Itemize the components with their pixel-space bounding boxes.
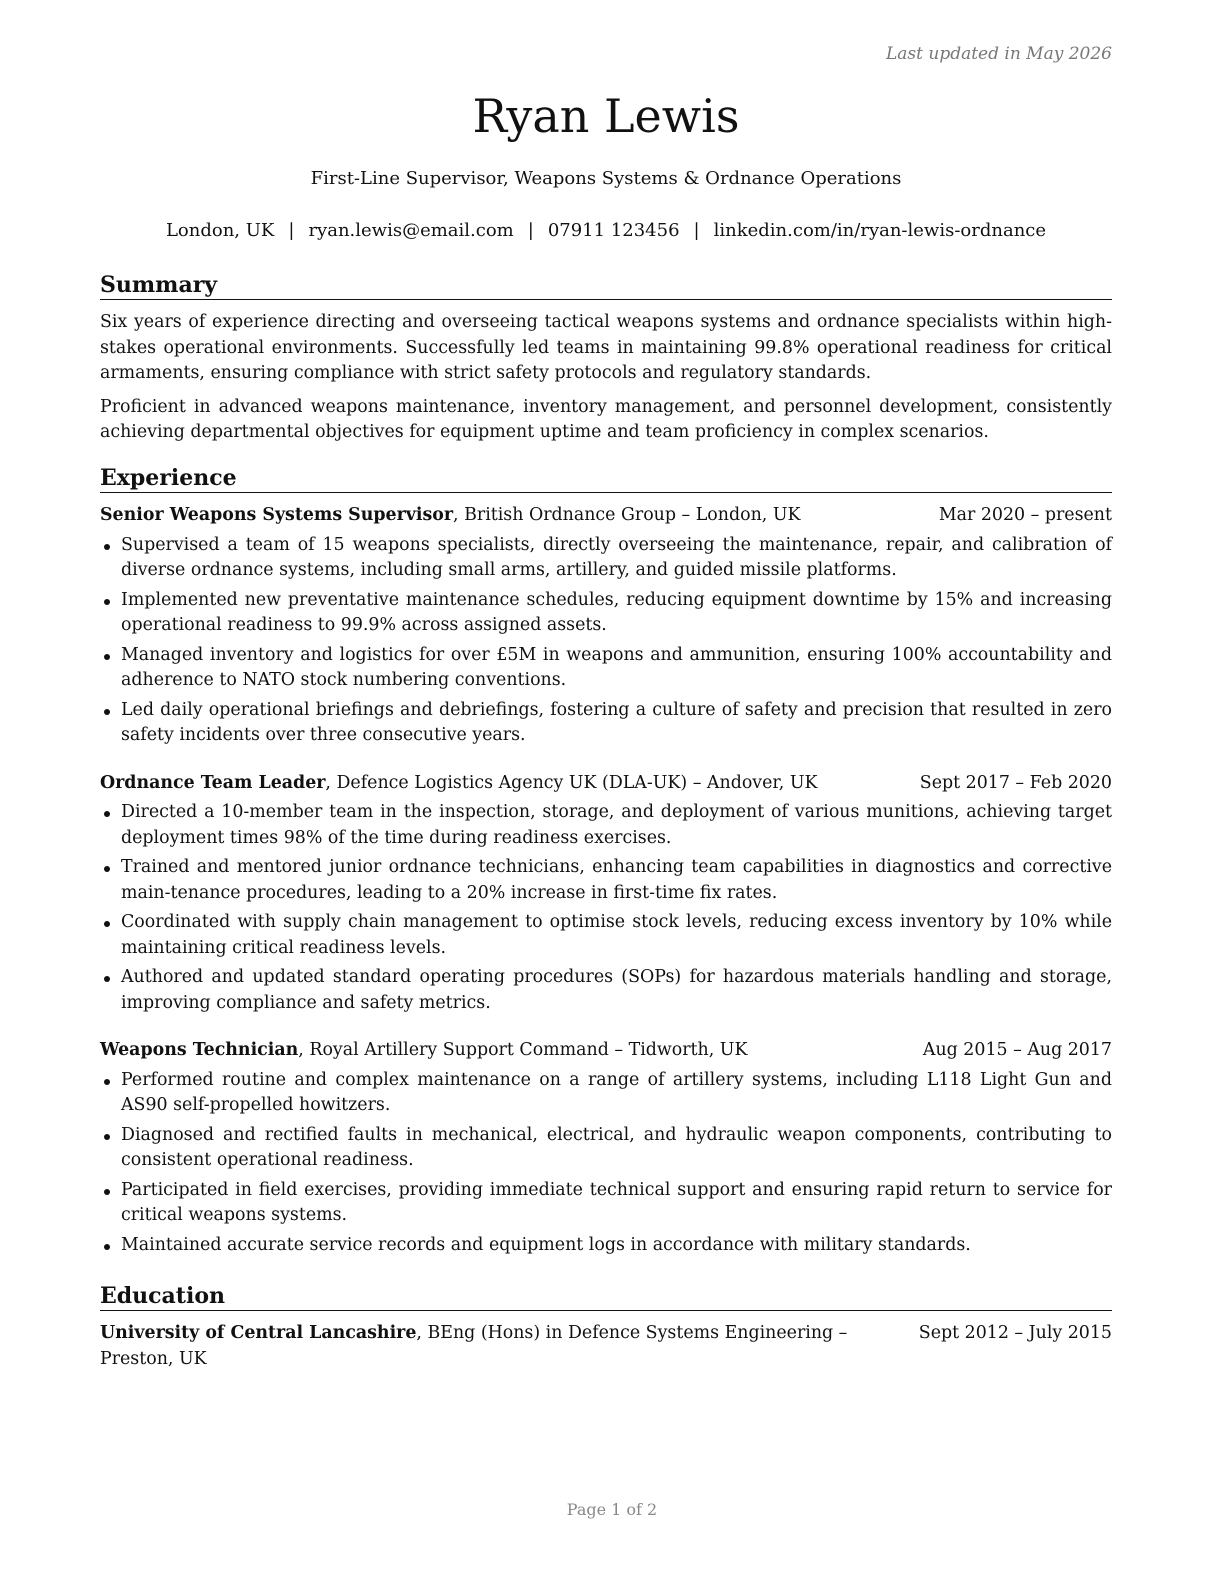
job-entry — [100, 503, 1112, 749]
contact-separator: | — [693, 220, 700, 241]
job-bullet: Coordinated with supply chain management to optimise stock levels, reducing excess inventory by 10% while maintaining critical readiness levels. — [100, 910, 1112, 961]
job-header — [100, 771, 1112, 797]
bullet-icon — [104, 921, 110, 927]
job-bullet: Participated in field exercises, providing immediate technical support and ensuring rapid return to service for critical weapons systems. — [100, 1178, 1112, 1229]
bullet-icon — [104, 1244, 110, 1250]
job-dates: Sept 2017 – Feb 2020 — [919, 772, 1112, 793]
bullet-icon — [104, 544, 110, 550]
contact-phone: 07911 123456 — [547, 220, 680, 241]
candidate-name: Ryan Lewis — [472, 89, 740, 143]
education-degree: , BEng (Hons) in Defence Systems Engineering – Preston, UK — [100, 1323, 848, 1369]
contact-line — [100, 218, 1112, 244]
headline: First-Line Supervisor, Weapons Systems & Ordnance Operations — [310, 168, 902, 189]
contact-email[interactable]: ryan.lewis@email.com — [308, 220, 514, 241]
job-header — [100, 503, 1112, 529]
job-bullet: Managed inventory and logistics for over £5M in weapons and ammunition, ensuring 100% accountability and adherence to NATO stock numbering conventions. — [100, 643, 1112, 694]
job-header — [100, 1038, 1112, 1064]
job-dates: Mar 2020 – present — [938, 505, 1112, 525]
bullet-icon — [104, 599, 110, 605]
bullet-icon — [104, 976, 110, 982]
job-bullets — [100, 800, 1112, 1016]
job-title: Weapons Technician — [100, 1040, 299, 1060]
page-number: Page 1 of 2 — [566, 1500, 658, 1519]
job-organization: , Royal Artillery Support Command – Tidworth, UK — [298, 1040, 748, 1060]
job-bullet: Maintained accurate service records and equipment logs in accordance with military standards. — [100, 1233, 1112, 1259]
job-bullet: Directed a 10-member team in the inspection, storage, and deployment of various munitions, achieving target deployment times 98% of the time during readiness exercises. — [100, 800, 1112, 851]
job-bullet: Authored and updated standard operating procedures (SOPs) for hazardous materials handling and storage, improving compliance and safety metrics. — [100, 965, 1112, 1016]
job-dates: Aug 2015 – Aug 2017 — [922, 1040, 1112, 1060]
summary-paragraph: Six years of experience directing and overseeing tactical weapons systems and ordnance specialists within high-stakes operational environments. Successfully led teams in maintaining 99.8% operational readiness for critical armaments, ensuring compliance with strict safety protocols and regulatory standards. — [100, 312, 1112, 383]
bullet-icon — [104, 1189, 110, 1195]
contact-separator: | — [288, 220, 295, 241]
bullet-icon — [104, 1134, 110, 1140]
job-bullet: Implemented new preventative maintenance schedules, reducing equipment downtime by 15% and increasing operational readiness to 99.9% across assigned assets. — [100, 588, 1112, 639]
job-title: Senior Weapons Systems Supervisor — [100, 505, 454, 525]
job-bullets — [100, 1068, 1112, 1259]
bullet-icon — [104, 654, 110, 660]
last-updated: Last updated in May 2026 — [885, 44, 1112, 64]
education-school: University of Central Lancashire — [100, 1323, 417, 1343]
education-section — [100, 1282, 1112, 1372]
job-bullet: Led daily operational briefings and debriefings, fostering a culture of safety and precision that resulted in zero safety incidents over three consecutive years. — [100, 698, 1112, 749]
summary-paragraph: Proficient in advanced weapons maintenance, inventory management, and personnel development, consistently achieving departmental objectives for equipment uptime and team proficiency in complex scenarios. — [100, 396, 1112, 442]
education-entry — [100, 1321, 1112, 1372]
experience-section — [100, 464, 1112, 1280]
job-organization: , Defence Logistics Agency UK (DLA-UK) – Andover, UK — [325, 772, 818, 793]
job-entry — [100, 771, 1112, 1017]
job-entry — [100, 1038, 1112, 1258]
contact-separator: | — [527, 220, 534, 241]
section-title-summary: Summary — [100, 271, 1112, 300]
bullet-icon — [104, 866, 110, 872]
contact-location: London, UK — [165, 220, 275, 241]
summary-section — [100, 271, 1112, 454]
bullet-icon — [104, 811, 110, 817]
bullet-icon — [104, 709, 110, 715]
job-bullet: Supervised a team of 15 weapons specialists, directly overseeing the maintenance, repair, and calibration of diverse ordnance systems, including small arms, artillery, and guided missile platforms. — [100, 533, 1112, 584]
section-title-education: Education — [100, 1282, 1112, 1311]
job-title: Ordnance Team Leader — [100, 772, 326, 793]
job-bullets — [100, 533, 1112, 749]
bullet-icon — [104, 1079, 110, 1085]
contact-linkedin[interactable]: linkedin.com/in/ryan-lewis-ordnance — [713, 220, 1047, 241]
resume-page — [100, 0, 1112, 1584]
job-organization: , British Ordnance Group – London, UK — [453, 505, 801, 525]
section-title-experience: Experience — [100, 464, 1112, 493]
job-bullet: Performed routine and complex maintenance on a range of artillery systems, including L118 Light Gun and AS90 self-propelled howitzers. — [100, 1068, 1112, 1119]
education-dates: Sept 2012 – July 2015 — [918, 1323, 1112, 1343]
job-bullet: Diagnosed and rectified faults in mechanical, electrical, and hydraulic weapon components, contributing to consistent operational readiness. — [100, 1123, 1112, 1174]
job-bullet: Trained and mentored junior ordnance technicians, enhancing team capabilities in diagnostics and corrective main-tenance procedures, leading to a 20% increase in first-time fix rates. — [100, 855, 1112, 906]
